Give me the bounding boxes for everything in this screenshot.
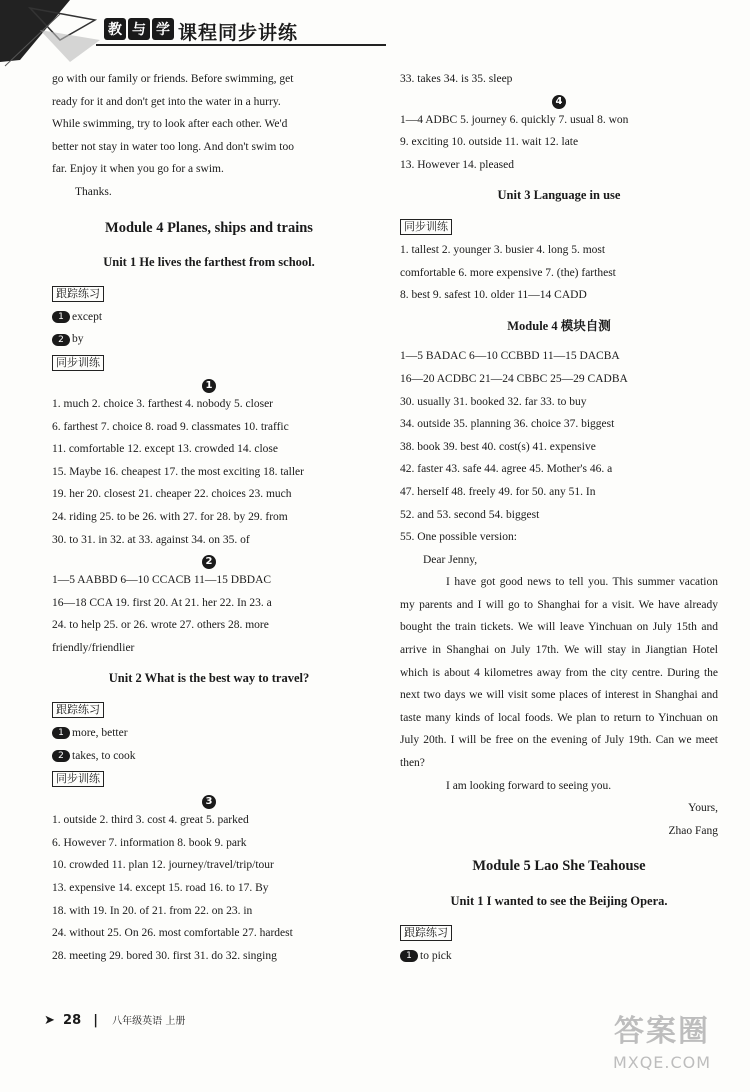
watermark-text: 答案圈 [614,1014,710,1049]
answer-line [400,945,718,968]
item-badge: 1 [400,950,418,962]
answer-line: 24. to help 25. or 26. wrote 27. others 28. more [52,619,269,632]
right-column [400,68,718,967]
answer-line: 24. without 25. On 26. most comfortable 27. hardest [52,927,293,940]
unit-title: Unit 1 He lives the farthest from school. [103,255,315,270]
letter-closing: Yours, [688,802,718,815]
answer-line: 18. with 19. In 20. of 21. from 22. on 23. in [52,904,253,917]
unit-title: Unit 1 I wanted to see the Beijing Opera. [450,894,668,908]
answer-text: to pick [420,949,452,962]
exercise-number-marker: 1 [202,379,216,393]
module-title: Module 5 Lao She Teahouse [472,858,646,875]
answer-line: 1. much 2. choice 3. farthest 4. nobody 5. closer [52,397,273,410]
answer-line [52,722,366,745]
answer-line: 30. to 31. in 32. at 33. against 34. on 35. of [52,533,250,546]
answer-text: except [72,310,103,323]
item-badge: 1 [52,311,70,323]
item-badge: 1 [52,727,70,739]
answer-line: 13. expensive 14. except 15. road 16. to 17. By [52,882,269,895]
series-title: 课程同步讲练 [178,22,299,44]
answer-line: 11. comfortable 12. except 13. crowded 14. close [52,443,278,456]
answer-line: 42. faster 43. safe 44. agree 45. Mother's 46. a [400,463,613,476]
letter-thanks: Thanks. [75,185,112,198]
letter-line: ready for it and don't get into the water in a hurry. [52,95,281,108]
letter-body: I am looking forward to seeing you. [446,779,612,792]
book-logo [104,18,174,42]
page-footer [44,1012,185,1028]
answer-line: 33. takes 34. is 35. sleep [400,73,513,85]
answer-line: 1—5 AABBD 6—10 CCACB 11—15 DBDAC [52,574,272,587]
item-badge: 2 [52,750,70,762]
answer-text: more, better [72,727,128,740]
answer-line: 15. Maybe 16. cheapest 17. the most exciting 18. taller [52,465,304,478]
section-tag: 同步训练 [52,771,104,787]
letter-line: far. Enjoy it when you go for a swim. [52,163,224,176]
section-tag: 同步训练 [400,219,452,235]
module-test-title: Module 4 模块自测 [507,318,611,333]
footer-separator: | [93,1013,99,1028]
answer-line: 1. tallest 2. younger 3. busier 4. long 5. most [400,243,606,256]
arrow-icon: ➤ [44,1013,55,1028]
letter-greeting: Dear Jenny, [423,553,478,566]
section-tag: 同步训练 [52,355,104,371]
answer-line: friendly/friendlier [52,641,135,654]
letter-line: go with our family or friends. Before swimming, get [52,73,294,85]
answer-line: 52. and 53. second 54. biggest [400,508,540,521]
answer-line: comfortable 6. more expensive 7. (the) farthest [400,266,616,279]
answer-line: 1—5 BADAC 6—10 CCBBD 11—15 DACBA [400,350,620,363]
answer-line: 6. farthest 7. choice 8. road 9. classmates 10. traffic [52,420,289,433]
answer-line: 1. outside 2. third 3. cost 4. great 5. parked [52,814,249,827]
corner-decoration [0,0,110,70]
answer-line: 28. meeting 29. bored 30. first 31. do 32. singing [52,949,277,962]
answer-line: 19. her 20. closest 21. cheaper 22. choices 23. much [52,488,292,501]
answer-line: 9. exciting 10. outside 11. wait 12. late [400,136,579,149]
logo-char: 与 [128,18,150,40]
answer-line: 30. usually 31. booked 32. far 33. to buy [400,395,587,408]
unit-title: Unit 3 Language in use [497,188,621,203]
answer-line: 8. best 9. safest 10. older 11—14 CADD [400,289,587,302]
answer-line: 16—20 ACDBC 21—24 CBBC 25—29 CADBA [400,372,628,385]
section-tag: 跟踪练习 [400,925,452,941]
page-number: 28 [63,1013,82,1028]
unit-title: Unit 2 What is the best way to travel? [108,671,310,686]
letter-signature: Zhao Fang [668,824,718,837]
exercise-number-marker: 4 [552,95,566,109]
exercise-number-marker: 2 [202,555,216,569]
logo-char: 教 [104,18,126,40]
answer-line: 24. riding 25. to be 26. with 27. for 28. by 29. from [52,510,288,523]
exercise-number-marker: 3 [202,795,216,809]
answer-line: 55. One possible version: [400,531,517,544]
logo-char: 学 [152,18,174,40]
header-rule [96,44,386,46]
answer-line [52,306,366,329]
letter-line: better not stay in water too long. And don't swim too [52,140,294,153]
answer-line: 6. However 7. information 8. book 9. park [52,836,247,849]
letter-line: While swimming, try to look after each other. We'd [52,118,288,131]
watermark-url: MXQE.COM [612,1053,712,1072]
answer-line: 1—4 ADBC 5. journey 6. quickly 7. usual 8. won [400,113,629,126]
answer-text: by [72,333,84,346]
answer-line: 13. However 14. pleased [400,158,515,171]
answer-line: 38. book 39. best 40. cost(s) 41. expensive [400,440,596,453]
answer-text: takes, to cook [72,749,136,762]
answer-line: 16—18 CCA 19. first 20. At 21. her 22. In 23. a [52,596,272,609]
answer-line [52,745,366,768]
answer-line [52,328,366,351]
book-grade: 八年级英语 上册 [112,1016,186,1027]
item-badge: 2 [52,334,70,346]
answer-line: 47. herself 48. freely 49. for 50. any 51. In [400,485,596,498]
section-tag: 跟踪练习 [52,702,104,718]
module-title: Module 4 Planes, ships and trains [105,219,313,236]
letter-body: I have got good news to tell you. This summer vacation my parents and I will go to Shanghai for a visit. We have already bought the train tickets. We will leave Yinchuan on July 15th and arrive in Shanghai on July 17th. We will stay in Jiangtian Hotel which is about 4 kilometres away from the city centre. During the next two days we will visit some places of interest in Shanghai and taste many kinds of local foods. We plan to return to Yinchuan on July 20th. I will be free on the evening of July 19th. Can we meet then? [400,576,718,770]
answer-line: 10. crowded 11. plan 12. journey/travel/trip/tour [52,859,274,872]
site-watermark [592,1010,732,1080]
page-header [0,0,750,60]
answer-line: 34. outside 35. planning 36. choice 37. biggest [400,418,615,431]
section-tag: 跟踪练习 [52,286,104,302]
left-column [52,68,366,967]
